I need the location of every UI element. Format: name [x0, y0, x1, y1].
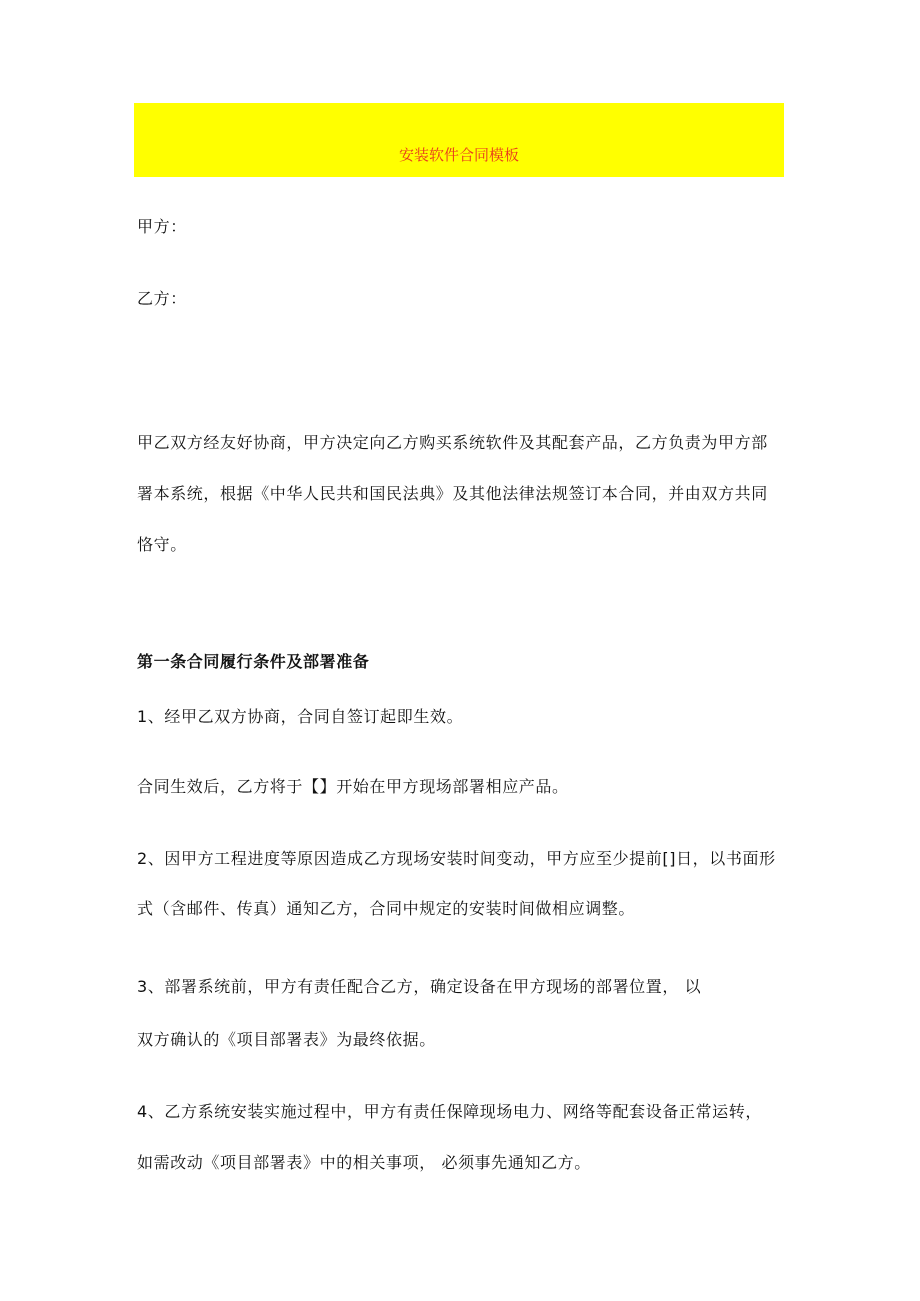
party-b-label: 乙方：	[137, 289, 187, 308]
intro-line-3: 恪守。	[137, 535, 187, 554]
clause-2-line-2: 式（含邮件、传真）通知乙方，合同中规定的安装时间做相应调整。	[137, 899, 636, 918]
section-heading: 第一条合同履行条件及部署准备	[137, 652, 370, 671]
intro-line-1: 甲乙双方经友好协商，甲方决定向乙方购买系统软件及其配套产品，乙方负责为甲方部	[137, 433, 768, 452]
clause-1-line-2: 合同生效后，乙方将于【】开始在甲方现场部署相应产品。	[137, 777, 569, 796]
document-title: 安装软件合同模板	[398, 145, 519, 164]
intro-line-2: 署本系统，根据《中华人民共和国民法典》及其他法律法规签订本合同，并由双方共同	[137, 484, 768, 503]
party-a-label: 甲方：	[137, 217, 187, 236]
clause-1-line-1: 1、经甲乙双方协商，合同自签订起即生效。	[137, 707, 464, 726]
clause-3-line-2: 双方确认的《项目部署表》为最终依据。	[137, 1030, 436, 1049]
clause-2-line-1: 2、因甲方工程进度等原因造成乙方现场安装时间变动，甲方应至少提前[]日，以书面形	[137, 849, 776, 868]
title-banner	[134, 103, 784, 177]
clause-4-line-2: 如需改动《项目部署表》中的相关事项， 必须事先通知乙方。	[137, 1153, 591, 1172]
clause-3-line-1: 3、部署系统前，甲方有责任配合乙方，确定设备在甲方现场的部署位置， 以	[137, 977, 702, 996]
clause-4-line-1: 4、乙方系统安装实施过程中，甲方有责任保障现场电力、网络等配套设备正常运转，	[137, 1102, 762, 1121]
